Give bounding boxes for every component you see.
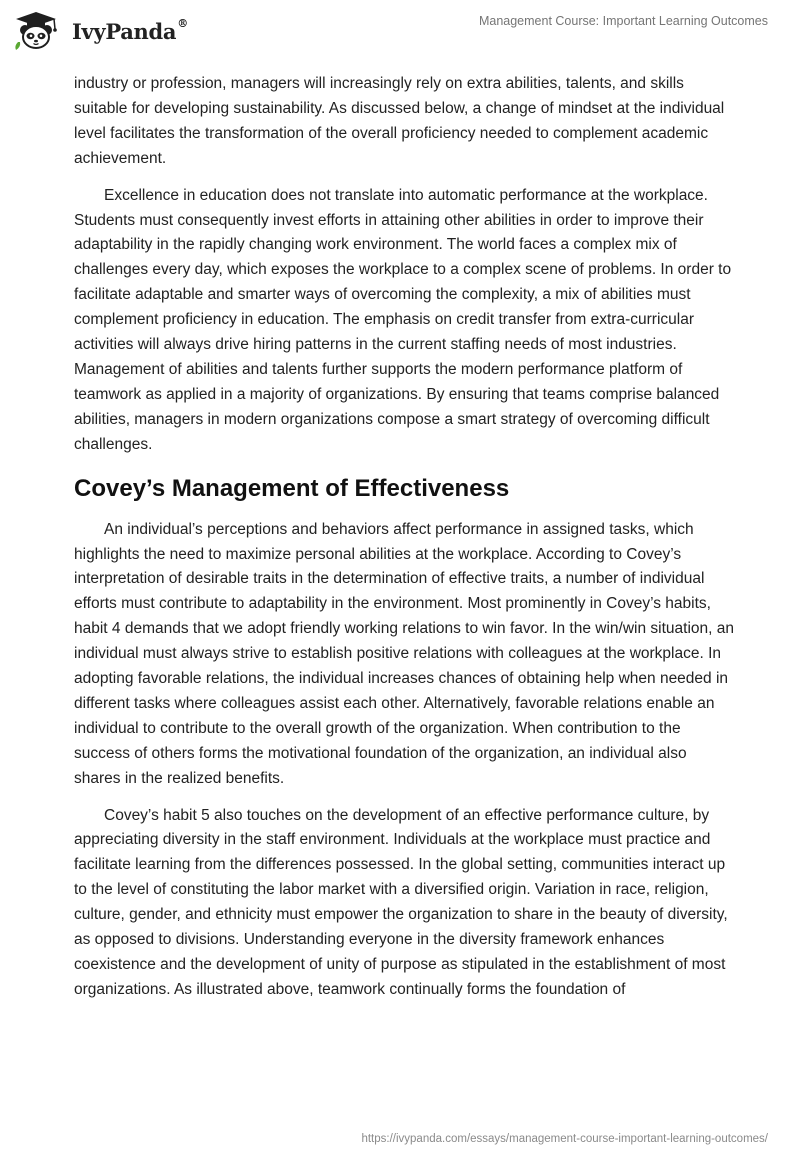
source-url[interactable]: https://ivypanda.com/essays/management-course-important-learning-outcomes/ — [361, 1133, 768, 1145]
essay-content — [74, 72, 734, 1015]
page-header — [0, 0, 800, 68]
section-heading: Covey’s Management of Effectiveness — [74, 474, 510, 502]
paragraph-4: Covey’s habit 5 also touches on the development of an effective performance culture, by appreciating diversity in the staff environment. Individuals at the workplace must practice and facilitate learning from the differences possessed. In the global setting, communities interact up to the level of constituting the labor market with a diversified origin. Variation in race, religion, culture, gender, and ethnicity must empower the organization to share in the beauty of diversity, as opposed to divisions. Understanding everyone in the diversity framework enhances coexistence and the development of unity of purpose as stipulated in the establishment of most organizations. As illustrated above, teamwork continually forms the foundation of — [74, 806, 728, 998]
document-title: Management Course: Important Learning Outcomes — [478, 14, 768, 28]
ivypanda-logo[interactable] — [14, 10, 188, 50]
panda-graduation-icon — [14, 10, 66, 50]
registered-mark: ® — [177, 16, 188, 30]
paragraph-3: An individual’s perceptions and behaviors affect performance in assigned tasks, which highlights the need to maximize personal abilities at the workplace. According to Covey’s interpretation of desirable traits in the determination of effective traits, a number of individual efforts must contribute to adaptability in the environment. Most prominently in Covey’s habits, habit 4 demands that we adopt friendly working relations to win favor. In the win/win situation, an individual must always strive to establish positive relations with colleagues at the workplace. In adopting favorable relations, the individual increases chances of obtaining help when needed in different tasks where colleagues assist each other. Alternatively, favorable relations enable an individual to contribute to the overall growth of the organization. When contribution to the success of others forms the motivational foundation of the organization, an individual also shares in the realized benefits. — [74, 520, 734, 787]
brand-name: IvyPanda® — [72, 16, 188, 44]
paragraph-1: industry or profession, managers will increasingly rely on extra abilities, talents, and skills suitable for developing sustainability. As discussed below, a change of mindset at the individual level facilitates the transformation of the overall proficiency needed to complement academic achievement. — [74, 75, 725, 167]
paragraph-2: Excellence in education does not translate into automatic performance at the workplace. Students must consequently invest efforts in attaining other abilities in order to improve their adaptability in the rapidly changing work environment. The world faces a complex mix of challenges every day, which exposes the workplace to a complex scene of problems. In order to facilitate adaptable and smarter ways of overcoming the complexity, a mix of abilities must complement proficiency in education. The emphasis on credit transfer from extra-curricular activities will always drive hiring patterns in the current staffing needs of most industries. Management of abilities and talents further supports the modern performance platform of teamwork as applied in a majority of organizations. By ensuring that teams comprise balanced abilities, managers in modern organizations compose a smart strategy of overcoming difficult challenges. — [74, 186, 732, 453]
